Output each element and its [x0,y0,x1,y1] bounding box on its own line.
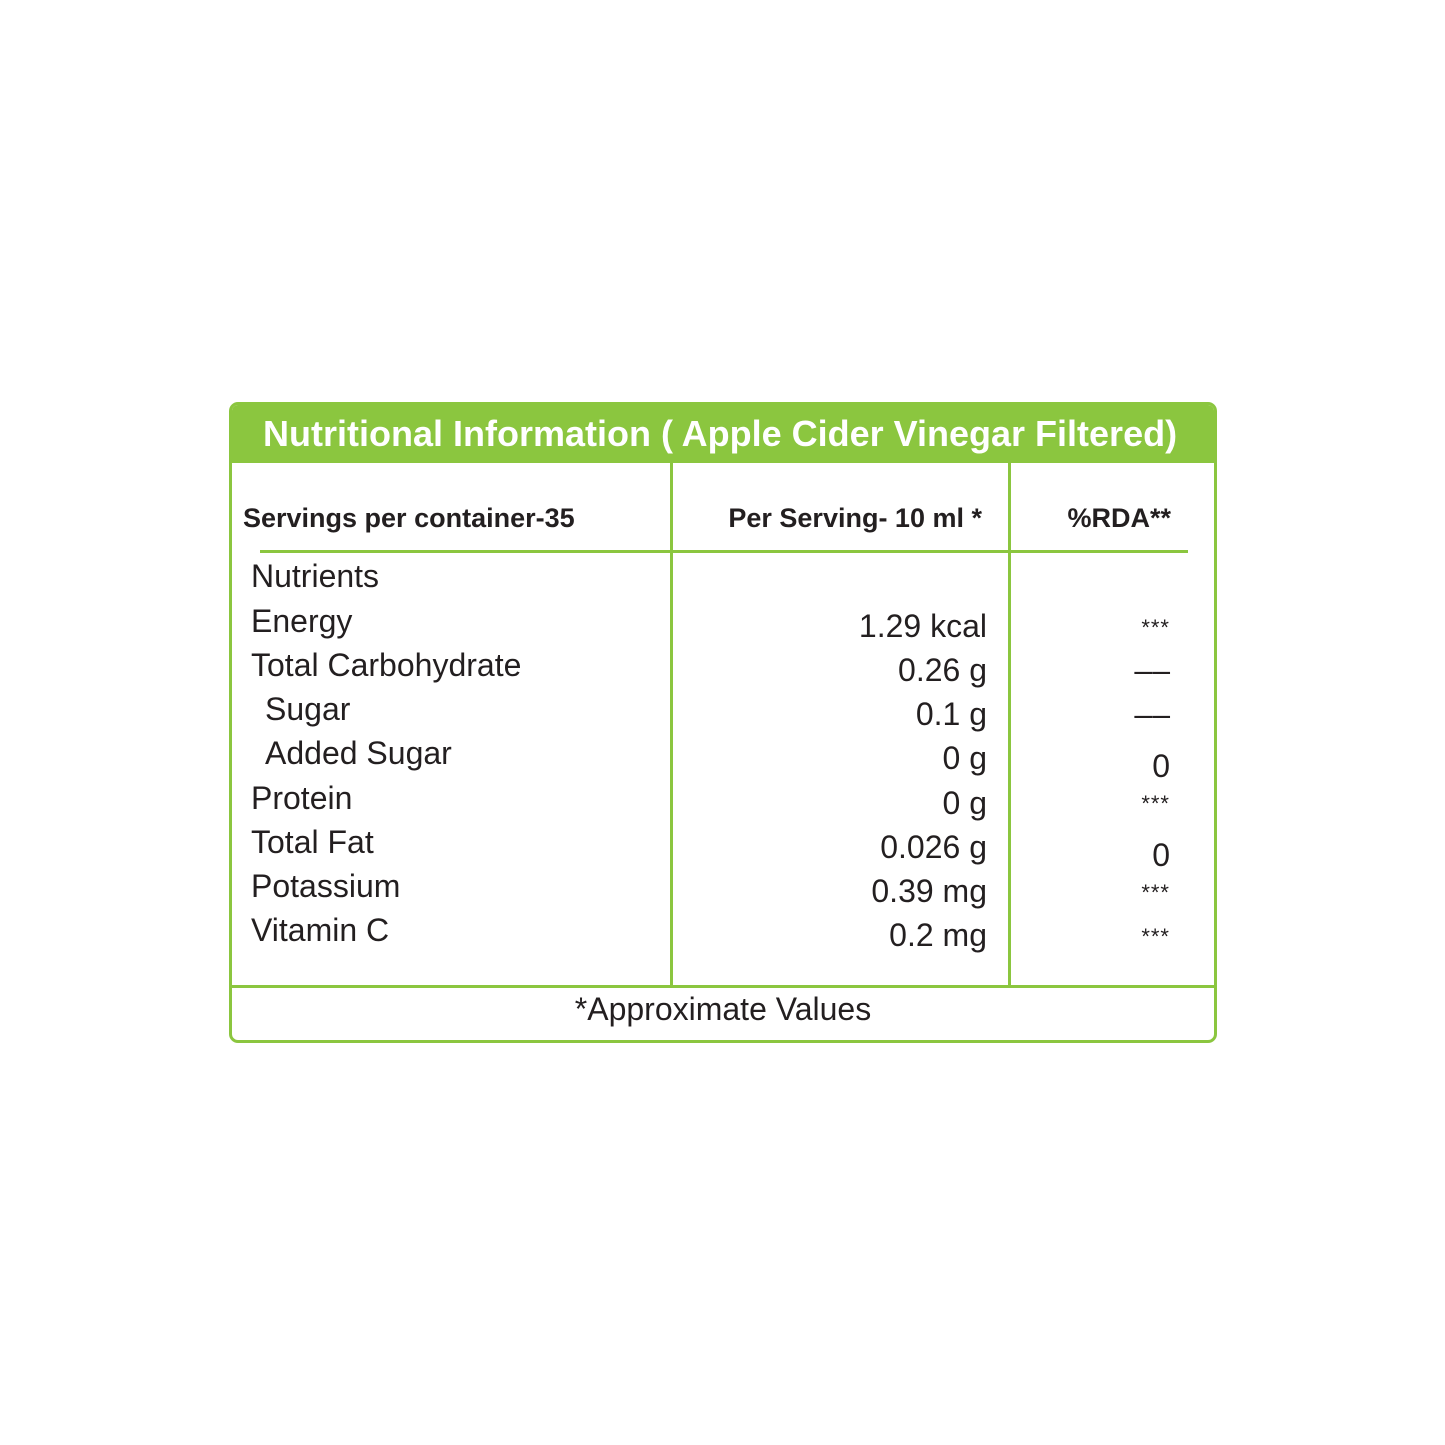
nutrition-panel [229,402,1217,1043]
nutrient-value: 0.1 g [915,696,987,732]
nutrient-name: Protein [251,780,353,816]
nutrient-name: Energy [251,603,353,639]
footer-divider [232,985,1214,988]
header-divider [260,550,1188,553]
nutrient-value: 0.026 g [880,829,987,865]
nutrient-value: 0.2 mg [889,917,987,953]
nutrient-rda: *** [1141,615,1170,640]
servings-header: Servings per container-35 [243,503,575,533]
nutrient-rda: 0 [1152,748,1170,784]
nutrient-rda: *** [1141,791,1170,816]
nutrient-name: Total Fat [251,824,374,860]
nutrient-value: 0 g [942,740,987,776]
nutrient-name: Sugar [265,691,351,727]
nutrient-rda: –– [1134,652,1170,688]
nutrient-rda: *** [1141,880,1170,905]
panel-title: Nutritional Information ( Apple Cider Vinegar Filtered) [232,405,1214,463]
nutrient-name: Added Sugar [265,735,452,771]
nutrient-value: 0.39 mg [871,873,987,909]
nutrients-label: Nutrients [251,558,380,594]
column-divider-1 [670,463,673,986]
nutrient-rda: –– [1134,696,1170,732]
rda-header: %RDA** [1067,503,1171,533]
nutrient-rda: *** [1141,924,1170,949]
per-serving-header: Per Serving- 10 ml * [728,503,982,533]
footnote: *Approximate Values [574,991,872,1027]
column-divider-2 [1008,463,1011,986]
nutrient-name: Potassium [251,868,401,904]
nutrient-value: 1.29 kcal [858,608,987,644]
nutrient-value: 0.26 g [898,652,987,688]
nutrient-value: 0 g [942,785,987,821]
nutrient-name: Total Carbohydrate [251,647,522,683]
nutrient-name: Vitamin C [251,912,390,948]
nutrient-rda: 0 [1152,837,1170,873]
